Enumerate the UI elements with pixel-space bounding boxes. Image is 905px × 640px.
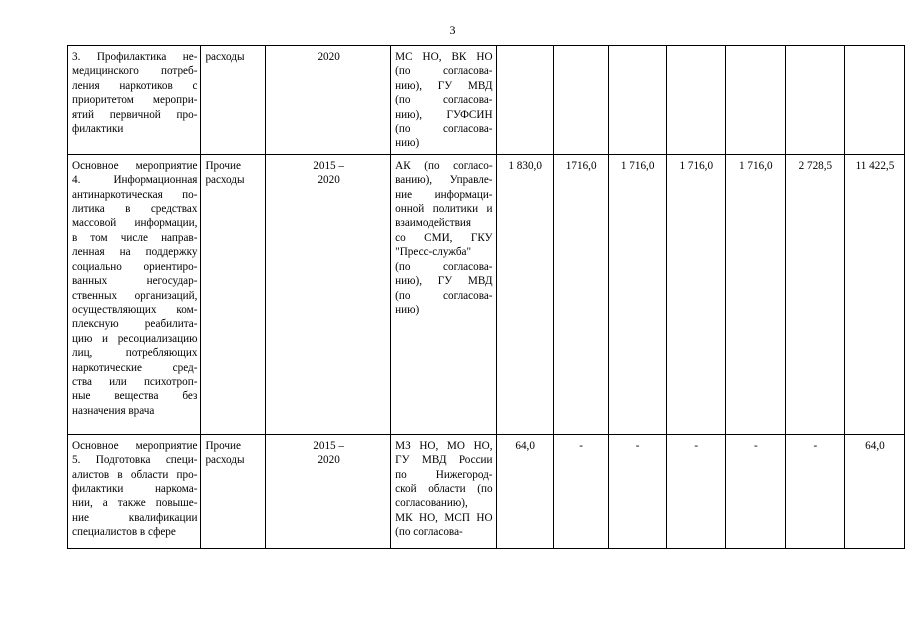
executors-cell-line: взаимодействия [395, 217, 472, 230]
value-2018-cell [666, 46, 725, 155]
funding-source-cell [201, 46, 266, 155]
activity-name-cell-line: ления наркотиков с [72, 79, 198, 92]
activity-name-cell-line: ственных организаций, [72, 289, 198, 302]
executors-cell-line: АК (по согласо- [395, 159, 493, 172]
value-2017-cell: - [608, 434, 666, 548]
table-row [68, 434, 905, 548]
program-activities-table [67, 45, 905, 549]
activity-name-cell-line: социально ориентиро- [72, 260, 198, 273]
table-row [68, 46, 905, 155]
value-2018-cell: - [666, 434, 725, 548]
funding-source-cell-line: Прочие [205, 159, 241, 172]
activity-name-cell-line: 3. Профилактика не- [72, 51, 198, 63]
activity-name-cell [68, 46, 201, 155]
value-2018-cell: 1 716,0 [666, 154, 725, 434]
executors-cell [391, 154, 496, 434]
value-total-cell: 11 422,5 [844, 154, 904, 434]
period-cell [266, 434, 391, 548]
executors-cell-line: ГУ МВД России [395, 454, 493, 467]
executors-cell-line: (по согласова- [395, 94, 493, 107]
value-total-cell [844, 46, 904, 155]
activity-name-cell-line: ные вещества без [72, 390, 198, 403]
period-cell-line: 2015 – [313, 439, 345, 452]
activity-name-cell-line: алистов в области про- [72, 468, 198, 481]
activity-name-cell-line: осуществляющих ком- [72, 303, 198, 316]
period-cell [266, 154, 391, 434]
value-2015-cell [496, 46, 553, 155]
activity-name-cell-line: лиц, потребляющих [72, 347, 198, 360]
value-2020-cell: - [785, 434, 844, 548]
value-2019-cell: 1 716,0 [725, 154, 785, 434]
executors-cell-line: нию) [395, 137, 420, 150]
executors-cell-line: нию) [395, 303, 420, 316]
value-2016-cell: 1716,0 [553, 154, 608, 434]
executors-cell-line: согласованию), [395, 497, 468, 510]
value-2017-cell [608, 46, 666, 155]
executors-cell-line: ской области (по [395, 483, 493, 496]
activity-name-cell-line: ства или психотроп- [72, 375, 198, 388]
activity-name-cell-line: Основное мероприятие [72, 159, 198, 172]
executors-cell-line: нию), ГУ МВД [395, 275, 493, 288]
executors-cell-line: МК НО, МСП НО [395, 511, 493, 524]
activity-name-cell-line: 5. Подготовка специ- [72, 454, 198, 467]
executors-cell-line: (по согласова- [395, 526, 463, 539]
period-cell [266, 46, 391, 155]
activity-name-cell-line: специалистов в сфере [72, 526, 176, 539]
period-cell-line: 2020 [317, 51, 340, 63]
executors-cell-line: (по согласова- [395, 65, 493, 78]
executors-cell-line: онной политики и [395, 203, 493, 216]
activity-name-cell-line: Основное мероприятие [72, 439, 198, 452]
page-number: 3 [449, 23, 456, 37]
executors-cell [391, 434, 496, 548]
funding-source-cell [201, 154, 266, 434]
executors-cell-line: (по согласова- [395, 123, 493, 136]
value-2020-cell [785, 46, 844, 155]
value-2015-cell: 1 830,0 [496, 154, 553, 434]
executors-cell-line: МС НО, ВК НО [395, 51, 493, 63]
activity-name-cell-line: наркотические сред- [72, 361, 198, 374]
activity-name-cell-line: ленная на поддержку [72, 246, 198, 259]
funding-source-cell-line: расходы [205, 174, 245, 187]
activity-name-cell-line: приоритетом меропри- [72, 94, 198, 107]
activity-name-cell-line: ванных негосудар- [72, 275, 198, 288]
executors-cell-line: (по согласова- [395, 260, 493, 273]
activity-name-cell-line: 4. Информационная [72, 174, 198, 187]
executors-cell-line: нию), ГУ МВД [395, 79, 493, 92]
activity-name-cell [68, 434, 201, 548]
value-2019-cell [725, 46, 785, 155]
funding-source-cell-line: расходы [205, 454, 245, 467]
activity-name-cell-line: филактики наркома- [72, 483, 198, 496]
executors-cell-line: нию), ГУФСИН [395, 108, 493, 121]
activity-name-cell-line: плексную реабилита- [72, 318, 198, 331]
activity-name-cell-line: антинаркотическая по- [72, 188, 198, 201]
period-cell-line: 2020 [317, 454, 340, 467]
activity-name-cell [68, 154, 201, 434]
activity-name-cell-line: медицинского потреб- [72, 65, 198, 78]
period-cell-line: 2015 – [313, 159, 345, 172]
activity-name-cell-line: нии, а также повыше- [72, 497, 198, 510]
period-cell-line: 2020 [317, 174, 340, 187]
activity-name-cell-line: цию и ресоциализацию [72, 332, 198, 345]
value-2015-cell: 64,0 [496, 434, 553, 548]
executors-cell-line: (по согласова- [395, 289, 493, 302]
activity-name-cell-line: назначения врача [72, 404, 155, 417]
value-total-cell: 64,0 [844, 434, 904, 548]
value-2017-cell: 1 716,0 [608, 154, 666, 434]
executors-cell-line: со СМИ, ГКУ [395, 231, 493, 244]
funding-source-cell-line: расходы [205, 51, 245, 63]
value-2016-cell: - [553, 434, 608, 548]
funding-source-cell [201, 434, 266, 548]
activity-name-cell-line: филактики [72, 123, 124, 136]
executors-cell-line: ние информаци- [395, 188, 493, 201]
activity-name-cell-line: ятий первичной про- [72, 108, 198, 121]
table-row [68, 154, 905, 434]
value-2016-cell [553, 46, 608, 155]
executors-cell-line: МЗ НО, МО НО, [395, 439, 493, 452]
activity-name-cell-line: в том числе направ- [72, 231, 198, 244]
executors-cell-line: ванию), Управле- [395, 174, 493, 187]
activity-name-cell-line: ние квалификации [72, 511, 198, 524]
value-2019-cell: - [725, 434, 785, 548]
executors-cell-line: "Пресс-служба" [395, 246, 472, 259]
activity-name-cell-line: литика в средствах [72, 203, 198, 216]
executors-cell [391, 46, 496, 155]
executors-cell-line: по Нижегород- [395, 468, 493, 481]
funding-source-cell-line: Прочие [205, 439, 241, 452]
activity-name-cell-line: массовой информации, [72, 217, 198, 230]
value-2020-cell: 2 728,5 [785, 154, 844, 434]
